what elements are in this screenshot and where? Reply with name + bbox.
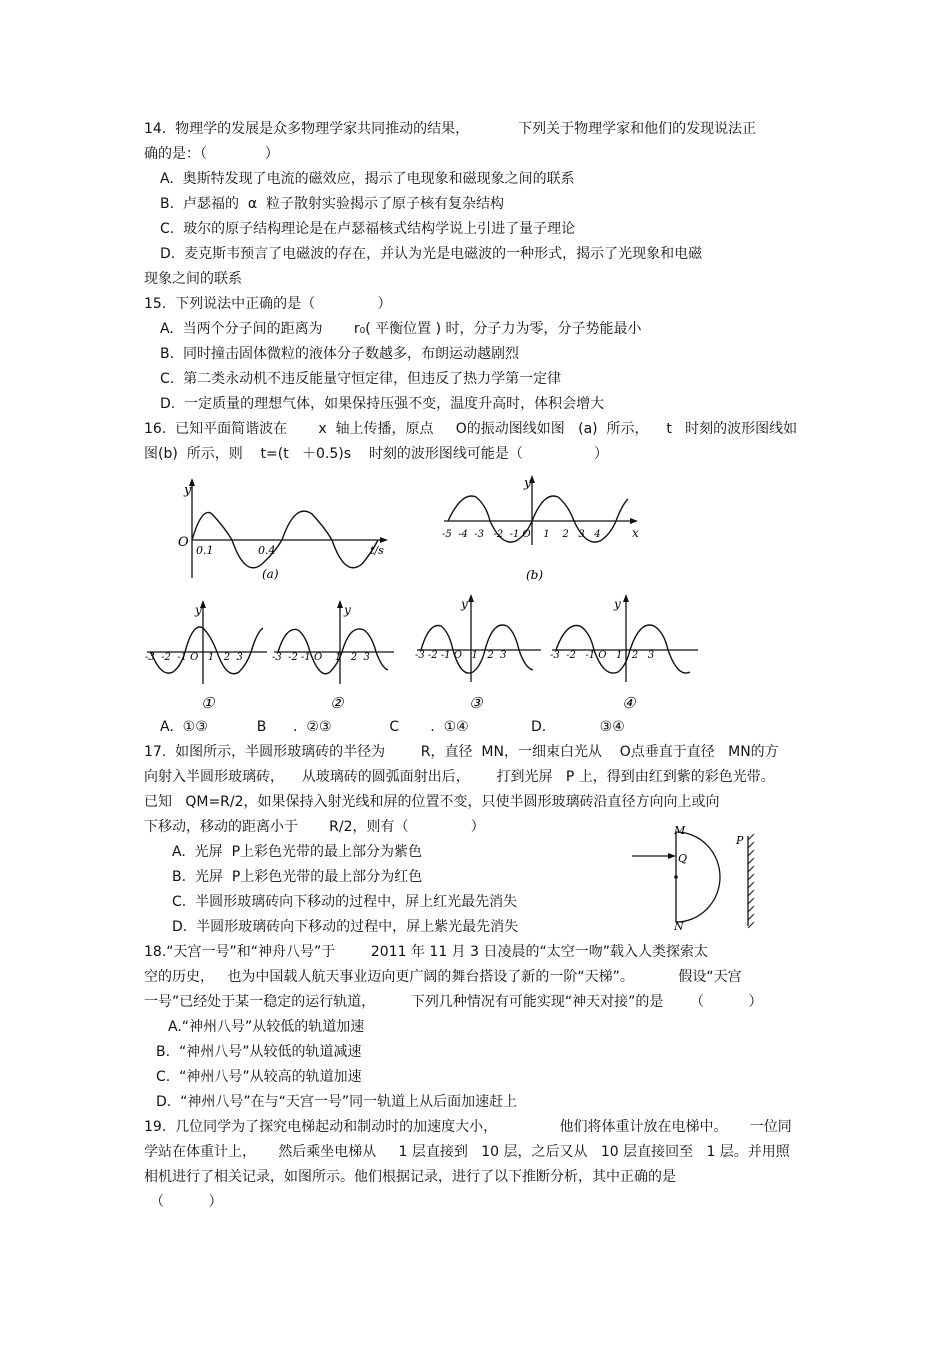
option-figure-4 [550, 592, 705, 716]
figure-a-origin: O [178, 535, 189, 550]
q19-stem-line3: 相机进行了相关记录，如图所示。他们根据记录，进行了以下推断分析，其中正确的是 [144, 1169, 676, 1185]
option-4-y-label: y [614, 597, 621, 611]
option-3-mark: ③ [469, 694, 483, 712]
q17-stem-line2: 向射入半圆形玻璃砖， 从玻璃砖的圆弧面射出后， 打到光屏 P 上，得到由红到紫的彩色光带。 [144, 769, 775, 785]
q17-option-d: D. 半圆形玻璃砖向下移动的过程中，屏上紫光最先消失 [172, 919, 519, 935]
q17-stem-line4: 下移动，移动的距离小于 R/2，则有（ ） [144, 819, 485, 835]
q15-option-a: A. 当两个分子间的距离为 r₀( 平衡位置 ) 时，分子力为零，分子势能最小 [160, 321, 642, 337]
q18-option-b: B. “神州八号”从较低的轨道减速 [156, 1044, 362, 1060]
q18-stem-line1: 18.“天宫一号”和“神舟八号”于 2011 年 11 月 3 日凌晨的“太空一吻”载入人类探索太 [144, 944, 708, 960]
q18-stem-line3: 一号”已经处于某一稳定的运行轨道， 下列几种情况有可能实现“神天对接”的是 （ ） [144, 994, 763, 1010]
q17-fig-label-p: P [736, 834, 744, 847]
q14-stem-line1: 14. 物理学的发展是众多物理学家共同推动的结果， 下列关于物理学家和他们的发现说法正 [144, 121, 757, 137]
q15-stem: 15. 下列说法中正确的是（ ） [144, 296, 392, 312]
q14-option-a: A. 奥斯特发现了电流的磁效应，揭示了电现象和磁现象之间的联系 [160, 171, 575, 187]
q14-option-d-line1: D. 麦克斯韦预言了电磁波的存在，并认为光是电磁波的一种形式，揭示了光现象和电磁 [160, 246, 703, 262]
figure-a-y-label: y [184, 483, 192, 498]
option-figure-2 [272, 598, 402, 716]
q17-stem-line1: 17. 如图所示，半圆形玻璃砖的半径为 R，直径 MN，一细束白光从 O点垂直于直径 MN的方 [144, 744, 779, 760]
q15-option-c: C. 第二类永动机不违反能量守恒定律，但违反了热力学第一定律 [160, 371, 562, 387]
q19-stem-line1: 19. 几位同学为了探究电梯起动和制动时的加速度大小， 他们将体重计放在电梯中。 一位同 [144, 1119, 792, 1135]
option-4-mark: ④ [622, 694, 636, 712]
q14-option-d-line2: 现象之间的联系 [144, 271, 242, 287]
q17-option-a: A. 光屏 P上彩色光带的最上部分为紫色 [172, 844, 423, 860]
figure-b-caption: (b) [526, 568, 544, 582]
q19-stem-line2: 学站在体重计上， 然后乘坐电梯从 1 层直接到 10 层，之后又从 10 层直接回至 1 层。并用照 [144, 1144, 790, 1160]
q17-fig-label-q: Q [678, 852, 688, 865]
option-figure-3 [415, 592, 550, 716]
q18-option-d: D. “神州八号”在与“天宫一号”同一轨道上从后面加速赶上 [156, 1094, 518, 1110]
q18-stem-line2: 空的历史， 也为中国载人航天事业迈向更广阔的舞台搭设了新的一阶“天梯”。 假设“天宫 [144, 969, 742, 985]
q17-fig-label-m: M [674, 824, 686, 837]
option-3-y-label: y [461, 597, 468, 611]
figure-b-y-label: y [524, 476, 532, 491]
q17-stem-line3: 已知 QM=R/2，如果保持入射光线和屏的位置不变，只使半圆形玻璃砖沿直径方向向上或向 [144, 794, 720, 810]
q19-stem-line4: （ ） [150, 1194, 223, 1210]
q16-stem-line1: 16. 已知平面简谐波在 x 轴上传播，原点 O的振动图线如图 (a) 所示， t 时刻的波形图线如 [144, 421, 798, 437]
option-3-ticks: -3 -2 -1 O 1 2 3 [415, 650, 507, 661]
figure-a-axis-label: t/s [370, 544, 384, 557]
q17-option-b: B. 光屏 P上彩色光带的最上部分为红色 [172, 869, 423, 885]
q15-option-d: D. 一定质量的理想气体，如果保持压强不变，温度升高时，体积会增大 [160, 396, 605, 412]
option-1-y-label: y [195, 603, 202, 617]
figure-b-waveform-graph [440, 475, 650, 585]
q18-option-a: A.“神州八号”从较低的轨道加速 [168, 1019, 365, 1035]
figure-a-caption: (a) [262, 567, 279, 581]
option-1-mark: ① [201, 694, 215, 712]
figure-b-x-label: x [632, 526, 639, 540]
option-2-ticks: -3 -2 -1 O 1 2 3 [272, 652, 370, 663]
q17-semicircle-glass-figure [628, 822, 768, 934]
option-1-ticks: -3 -2 -1 O 1 2 3 [145, 652, 243, 663]
figure-a-tick-0.1: 0.1 [196, 544, 214, 557]
q14-option-c: C. 玻尔的原子结构理论是在卢瑟福核式结构学说上引进了量子理论 [160, 221, 576, 237]
option-figure-1 [145, 598, 275, 716]
q14-stem-line2: 确的是：（ ） [144, 146, 279, 162]
q15-option-b: B. 同时撞击固体微粒的液体分子数越多，布朗运动越剧烈 [160, 346, 519, 362]
option-2-mark: ② [330, 694, 344, 712]
q17-fig-label-n: N [674, 920, 684, 933]
q14-option-b: B. 卢瑟福的 α 粒子散射实验揭示了原子核有复杂结构 [160, 196, 504, 212]
q18-option-c: C. “神州八号”从较高的轨道加速 [156, 1069, 362, 1085]
q16-stem-line2: 图(b) 所示，则 t=(t ＋0.5)s 时刻的波形图线可能是（ ） [144, 446, 609, 462]
q17-option-c: C. 半圆形玻璃砖向下移动的过程中，屏上红光最先消失 [172, 894, 518, 910]
option-4-ticks: -3 -2 -1 O 1 2 3 [550, 650, 655, 661]
option-2-y-label: y [344, 603, 351, 617]
figure-b-ticks: -5 -4 -3 -2 -1 O 1 2 3 4 [442, 529, 601, 540]
q16-answer-options: A. ①③ B . ②③ C . ①④ D. ③④ [160, 719, 625, 735]
figure-a-vibration-graph [170, 478, 400, 588]
figure-a-tick-0.4: 0.4 [258, 544, 276, 557]
